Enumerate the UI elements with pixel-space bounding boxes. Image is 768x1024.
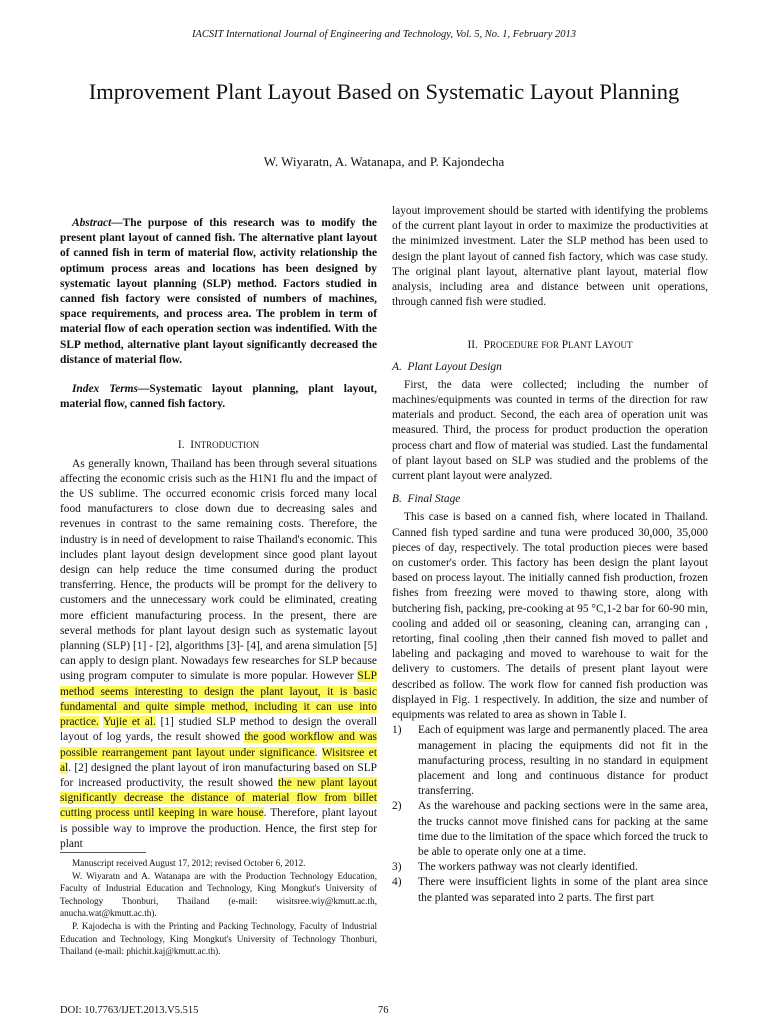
list-number: 1) xyxy=(392,724,402,737)
subsection-label: A. xyxy=(392,360,402,373)
paper-authors: W. Wiyaratn, A. Watanapa, and P. Kajondecha xyxy=(263,154,505,169)
section-heading-introduction xyxy=(60,438,377,453)
highlight-2: Yujie et al. xyxy=(103,716,156,729)
right-column xyxy=(392,204,708,906)
intro-text-5: . [2] designed the plant layout of iron manufacturing based on SLP for increased productivity, the result showed xyxy=(60,761,377,789)
index-terms xyxy=(60,382,377,412)
plant-layout-design-paragraph: First, the data were collected; including the number of machines/equipments was counted in terms of the direction for raw materials and product. Second, the each area of operation unit was measured. Third, the process for product production the operation process chart and flow of material was studied. Last the fundamental of plant layout based on SLP was studied and the problems of the current plant layout were analyzed. xyxy=(392,378,708,483)
footnote-authors-1: W. Wiyaratn and A. Watanapa are with the Production Technology Education, Faculty of Industrial Education and Technology, King Mongkut's University of Technology Thonburi, Thailand (e-mail: wisitsree.wiy@kmutt.ac.th, anucha.wat@kmutt.ac.th). xyxy=(60,870,377,919)
final-stage-paragraph: This case is based on a canned fish, where located in Thailand. Canned fish typed sardine and tuna were produced 30,000, 35,000 pieces of day, respectively. The total production pieces were based on customer's order. This factory has been design the plant layout based on process layout. The initially canned fish production, frozen fishes from freezing were moved to thawing store, along with butchering fish, packing, pre-cooking at 95 °C,1-2 bar for 60-90 min, cooling and added oil or seasoning, cleaning can, arranging can , retorting, final cooling ,then their canned fish moved to pallet and labeling and packaging and moved to warehouse to wait for the delivery to customers. The details of present plant layout were described as follow. The work flow for canned fish production was displayed in Fig. 1 respectively. In addition, the size and number of equipments was related to area as shown in Table I. xyxy=(392,511,708,722)
page-number: 76 xyxy=(378,1005,389,1016)
intro-text-6: . Therefore, plant layout is possible way to improve the production. Hence, the first step for plant xyxy=(60,807,377,850)
index-terms-label: Index Terms xyxy=(72,383,138,396)
subsection-heading-b xyxy=(392,492,708,507)
list-number: 2) xyxy=(392,800,402,813)
left-column xyxy=(60,216,377,852)
list-number: 3) xyxy=(392,861,402,874)
intro-text-4: . xyxy=(314,746,322,759)
list-number: 4) xyxy=(392,876,402,889)
doi[interactable]: DOI: 10.7763/IJET.2013.V5.515 xyxy=(60,1005,199,1016)
section-number: I. xyxy=(177,439,185,452)
list-item xyxy=(392,799,708,860)
list-text: Each of equipment was large and permanently placed. The area management in placing the equipments did not fit in the manufacturing process, resulting in no standard in equipment placement and long and continuous distance for product transferring. xyxy=(418,724,708,798)
highlight-1: SLP method seems interesting to design the plant layout, it is basic fundamental and quite simple method, including it can use into practice. xyxy=(60,670,377,729)
subsection-label: B. xyxy=(392,493,402,506)
heading-rest: LANT xyxy=(568,340,593,351)
highlight-5: the new plant layout significantly decrease the distance of material flow from billet cutting process until keeping in ware house xyxy=(60,776,377,820)
heading-rest: AYOUT xyxy=(601,340,633,351)
section-number: II. xyxy=(467,339,478,352)
journal-header: IACSIT International Journal of Engineering and Technology, Vol. 5, No. 1, February 2013 xyxy=(191,29,577,40)
index-terms-text: —Systematic layout planning, plant layout, material flow, canned fish factory. xyxy=(60,383,377,411)
list-item xyxy=(392,723,708,799)
heading-initial: I xyxy=(190,439,195,452)
list-text: There were insufficient lights in some of the plant area since the planted was separated into 2 parts. The first part xyxy=(418,876,708,904)
heading-initial: P xyxy=(561,339,569,352)
abstract-label: Abstract xyxy=(72,217,112,229)
highlight-3: the good workflow and was possible rearrangement pant layout under significance xyxy=(60,731,377,759)
footnote-authors-2: P. Kajodecha is with the Printing and Packing Technology, Faculty of Industrial Education and Technology, King Mongkut's University of Technology Thonburi, Thailand (e-mail: phichit.kaj@kmutt.ac.th). xyxy=(60,920,377,957)
subsection-heading-a xyxy=(392,360,708,375)
intro-paragraph xyxy=(60,457,377,852)
subsection-title: Plant Layout Design xyxy=(407,360,502,373)
list-item xyxy=(392,875,708,905)
subsection-title: Final Stage xyxy=(407,493,461,506)
intro-continuation: layout improvement should be started with identifying the problems of the current plant layout in order to maximize the productivities at the minimized investment. Later the SLP method has been used to design the plant layout of canned fish factory, which was case study. The original plant layout, alternative plant layout, material flow analysis, including area and distance between unit operations, through canned fish were studied. xyxy=(392,205,708,309)
section-heading-procedure xyxy=(392,338,708,353)
problem-list xyxy=(392,723,708,905)
intro-text-3: [1] studied SLP method to design the overall layout of log yards, the result showed xyxy=(60,716,377,744)
heading-initial: L xyxy=(594,339,602,352)
list-item xyxy=(392,860,708,875)
footnote-rule xyxy=(60,852,146,853)
footnote-manuscript: Manuscript received August 17, 2012; revised October 6, 2012. xyxy=(72,858,306,868)
heading-initial: P xyxy=(483,339,490,352)
list-text: As the warehouse and packing sections were in the same area, the trucks cannot move finished cans for packing at the same time due to the limitation of the space which forced the truck to be able to operate only one at a time. xyxy=(418,800,708,858)
heading-rest: NTRODUCTION xyxy=(194,440,260,451)
intro-text-1: As generally known, Thailand has been through several situations affecting the economic crisis such as the H1N1 flu and the impact of the US sublime. The occurred economic crisis forced many local food manufacturers to close down due to decreasing sales and revenues in contrast to the same remaining costs. Therefore, the industry is in need of development to raise Thailand's economic. This includes plant layout design development since good plant layout design can help reduce the time consumed during the product transferring. Hence, the products will be prompt for the delivery to customers and the unnecessary work could be eliminated, creating more efficient manufacturing process. In the present, there are several methods for plant layout design such as systematic layout planning (SLP) [1] - [2], algorithms [3]- [4], and arena simulation [5] can apply to design plant. Nowadays few researches for SLP because using program computer to simulate is more popular. However xyxy=(60,457,377,683)
abstract xyxy=(60,216,377,368)
highlight-4: Wisitsree et al xyxy=(60,746,377,774)
paper-title: Improvement Plant Layout Based on Systematic Layout Planning xyxy=(88,79,680,104)
heading-word: FOR xyxy=(541,340,559,351)
heading-rest: ROCEDURE xyxy=(489,340,539,351)
list-text: The workers pathway was not clearly identified. xyxy=(418,861,638,874)
abstract-text: —The purpose of this research was to modify the present plant layout of canned fish. The alternative plant layout of canned fish in term of material flow, activity relationship the optimum process areas and locations has been designed by systematic layout planning (SLP) method. Factors studied in canned fish factory were consisted of numbers of machines, space requirements, and process area. The problem in term of material flow of each operation section was indentified. With the SLP method, alternative plant layout significantly decreased the distance of material flow. xyxy=(60,217,377,366)
footnotes xyxy=(60,857,377,958)
